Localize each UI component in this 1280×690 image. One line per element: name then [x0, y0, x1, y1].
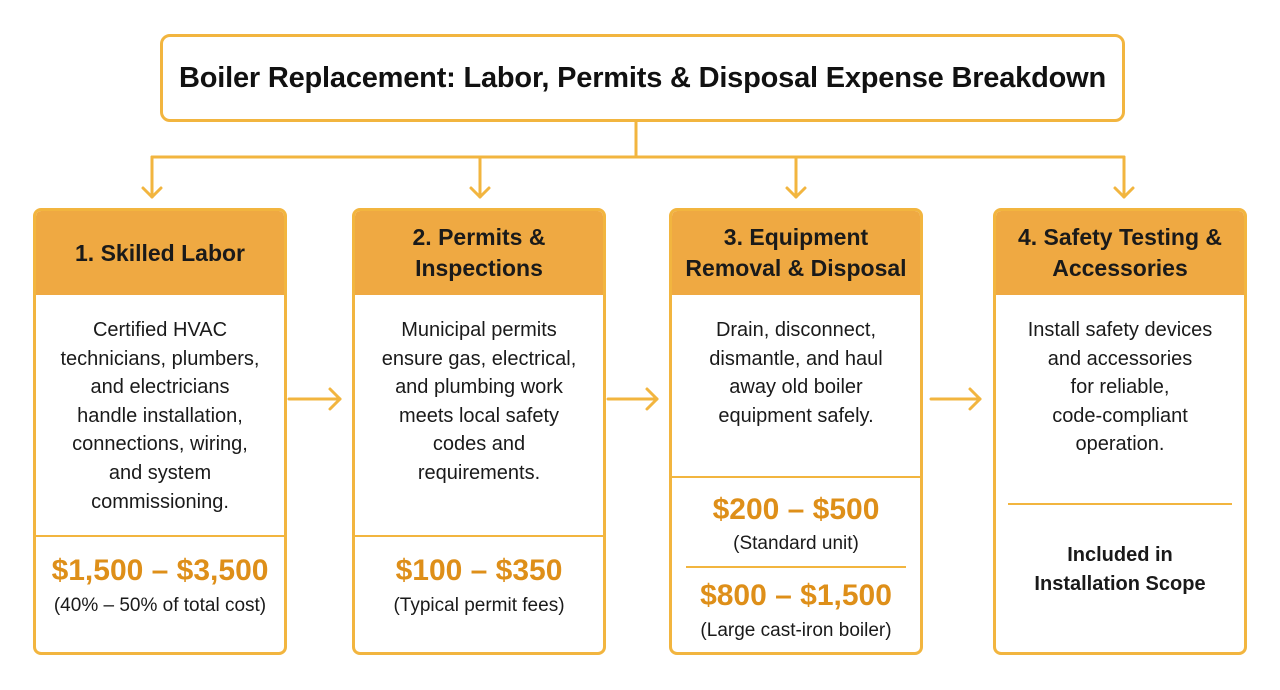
description-line: and plumbing work — [395, 376, 563, 399]
description-line: technicians, plumbers, — [60, 347, 260, 370]
card-title-line: 3. Equipment — [723, 224, 869, 250]
price-note: (Typical permit fees) — [393, 595, 565, 616]
card-divider — [36, 535, 284, 537]
description-line: Certified HVAC — [92, 319, 228, 341]
description-line: ensure gas, electrical, — [381, 347, 577, 370]
price-note-large: (Large cast-iron boiler) — [700, 620, 892, 641]
inner-divider — [1008, 503, 1232, 505]
card-divider — [355, 535, 603, 537]
card-description — [355, 295, 603, 488]
description-line: commissioning. — [91, 490, 229, 513]
inner-divider — [686, 566, 906, 568]
card-title-line: Accessories — [1052, 255, 1188, 281]
card-title-line: Removal & Disposal — [685, 255, 907, 281]
diagram-title: Boiler Replacement: Labor, Permits & Disposal Expense Breakdown — [160, 34, 1125, 122]
price-range-standard: $200 – $500 — [712, 493, 880, 526]
description-line: for reliable, — [1070, 376, 1170, 399]
card-skilled-labor — [33, 208, 287, 655]
card-title-line: Inspections — [415, 255, 543, 281]
price-range: $100 – $350 — [395, 554, 563, 587]
description-line: and electricians — [90, 376, 230, 399]
card-title-line: 2. Permits & — [412, 224, 546, 250]
description-line: operation. — [1075, 433, 1165, 456]
card-header — [996, 211, 1244, 295]
card-header — [672, 211, 920, 295]
price-note: (40% – 50% of total cost) — [53, 595, 267, 616]
description-line: Municipal permits — [401, 319, 557, 341]
card-safety-testing — [993, 208, 1247, 655]
card-title: 1. Skilled Labor — [75, 239, 245, 266]
description-line: Drain, disconnect, — [715, 319, 877, 341]
description-line: and system — [108, 461, 212, 484]
card-description — [996, 295, 1244, 459]
description-line: code-compliant — [1052, 404, 1188, 427]
included-line: Installation Scope — [1034, 573, 1206, 595]
description-line: requirements. — [417, 461, 541, 484]
price-range-large: $800 – $1,500 — [700, 579, 892, 612]
price-range: $1,500 – $3,500 — [51, 554, 269, 587]
description-line: codes and — [432, 433, 526, 456]
description-line: handle installation, — [77, 404, 243, 427]
card-header — [355, 211, 603, 295]
description-line: and accessories — [1047, 347, 1193, 370]
card-equipment-removal — [669, 208, 923, 655]
card-description — [672, 295, 920, 430]
description-line: connections, wiring, — [72, 433, 248, 456]
price-note-standard: (Standard unit) — [733, 533, 859, 554]
card-permits-inspections — [352, 208, 606, 655]
description-line: meets local safety — [398, 404, 560, 427]
card-header — [36, 211, 284, 295]
description-line: dismantle, and haul — [709, 347, 883, 370]
description-line: equipment safely. — [718, 404, 874, 427]
included-note — [996, 541, 1244, 599]
card-description — [36, 295, 284, 516]
description-line: Install safety devices — [1027, 319, 1213, 341]
card-title-line: 4. Safety Testing & — [1017, 224, 1223, 250]
included-line: Included in — [1067, 544, 1173, 566]
description-line: away old boiler — [729, 376, 863, 399]
card-divider — [672, 476, 920, 478]
